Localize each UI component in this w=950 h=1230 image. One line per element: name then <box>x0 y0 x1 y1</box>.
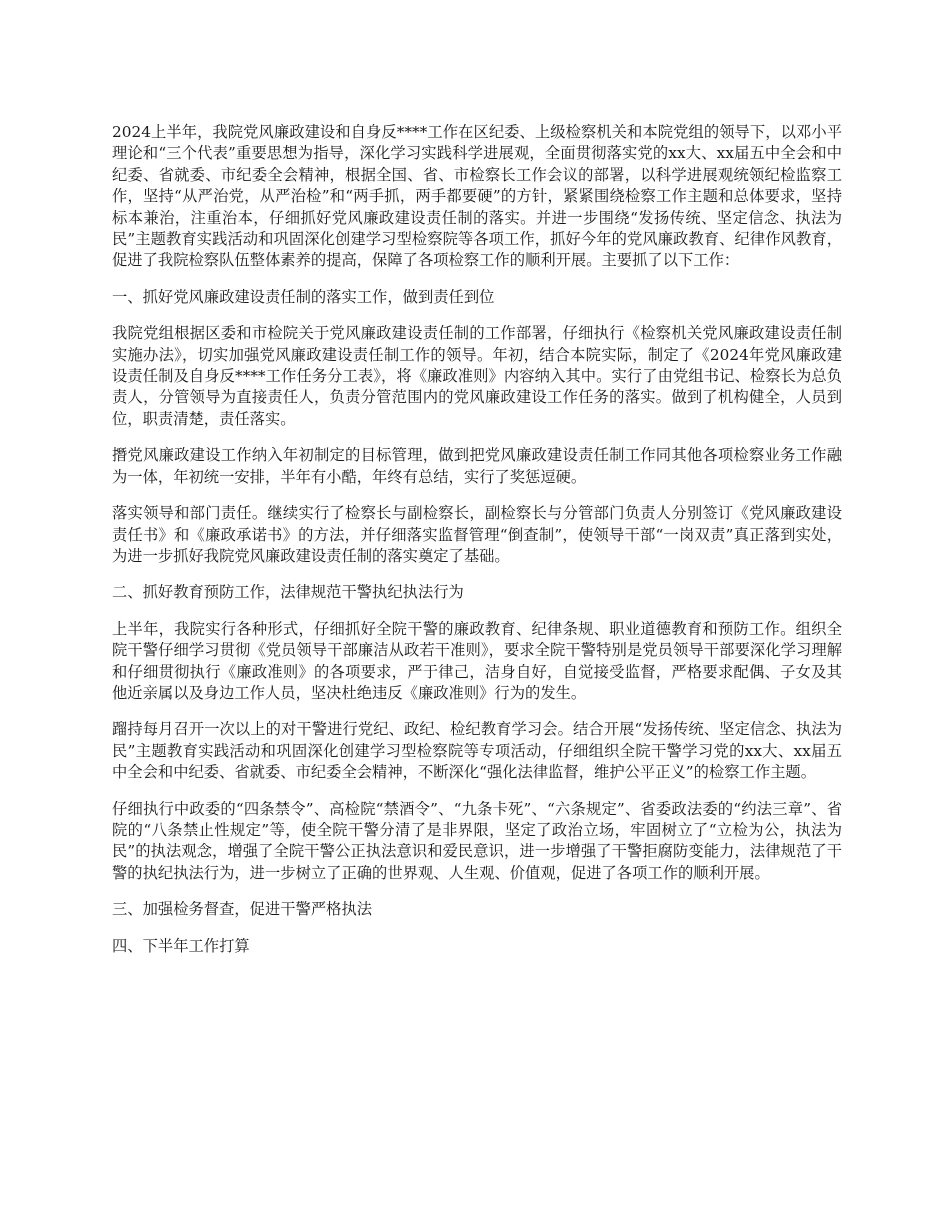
intro-paragraph: 2024上半年，我院党风廉政建设和自身反****工作在区纪委、上级检察机关和本院党组的领导下，以邓小平理论和“三个代表”重要思想为指导，深化学习实践科学进展观，全面贯彻落实党的xx大、xx届五中全会和中纪委、省就委、市纪委全会精神，根据全国、省、市检察长工作会议的部署，以科学进展观统领纪检监察工作，坚持“从严治党，从严治检”和“两手抓，两手都要硬”的方针，紧紧围绕检察工作主题和总体要求，坚持标本兼治，注重治本，仔细抓好党风廉政建设责任制的落实。并进一步围绕“发扬传统、坚定信念、执法为民”主题教育实践活动和巩固深化创建学习型检察院等各项工作，抓好今年的党风廉政教育、纪律作风教育，促进了我院检察队伍整体素养的提高，保障了各项检察工作的顺利开展。主要抓了以下工作： <box>112 123 842 270</box>
section-1-paragraph-1: 我院党组根据区委和市检院关于党风廉政建设责任制的工作部署，仔细执行《检察机关党风廉政建设责任制实施办法》，切实加强党风廉政建设责任制工作的领导。年初，结合本院实际，制定了《2024年党风廉政建设责任制及自身反****工作任务分工表》，将《廉政准则》内容纳入其中。实行了由党组书记、检察长为总负责人，分管领导为直接责任人，负责分管范围内的党风廉政建设工作任务的落实。做到了机构健全，人员到位，职责清楚，责任落实。 <box>112 324 842 428</box>
section-2-paragraph-2: 蹓持每月召开一次以上的对干警进行党纪、政纪、检纪教育学习会。结合开展“发扬传统、坚定信念、执法为民”主题教育实践活动和巩固深化创建学习型检察院等专项活动，仔细组织全院干警学习党的xx大、xx届五中全会和中纪委、省就委、市纪委全会精神，不断深化“强化法律监督，维护公平正义”的检察工作主题。 <box>112 720 842 782</box>
section-1-paragraph-3: 落实领导和部门责任。继续实行了检察长与副检察长，副检察长与分管部门负责人分别签订《党风廉政建设责任书》和《廉政承诺书》的方法，并仔细落实监督管理“倒查制”，使领导干部“一岗双责”真正落到实处，为进一步抓好我院党风廉政建设责任制的落实奠定了基础。 <box>112 504 842 565</box>
section-heading-2: 二、抓好教育预防工作，法律规范干警执纪执法行为 <box>112 583 464 602</box>
section-heading-4: 四、下半年工作打算 <box>112 936 250 955</box>
section-2-paragraph-3: 仔细执行中政委的“四条禁令”、高检院“禁酒令”、“九条卡死”、“六条规定”、省委政法委的“约法三章”、省院的“八条禁止性规定”等，使全院干警分清了是非界限，坚定了政治立场，牢固树立了“立检为公，执法为民”的执法观念，增强了全院干警公正执法意识和爱民意识，进一步增强了干警拒腐防变能力，法律规范了干警的执纪执法行为，进一步树立了正确的世界观、人生观、价值观，促进了各项工作的顺利开展。 <box>112 799 842 882</box>
section-1-paragraph-2: 撍党风廉政建设工作纳入年初制定的目标管理，做到把党风廉政建设责任制工作同其他各项检察业务工作融为一体，年初统一安排，半年有小酷，年终有总结，实行了奖惩逗硬。 <box>112 446 842 486</box>
section-heading-3: 三、加强检务督查，促进干警严格执法 <box>112 900 373 919</box>
document-body <box>112 122 842 972</box>
section-heading-1: 一、抓好党风廉政建设责任制的落实工作，做到责任到位 <box>112 287 495 306</box>
section-2-paragraph-1: 上半年，我院实行各种形式，仔细抓好全院干警的廉政教育、纪律条规、职业道德教育和预防工作。组织全院干警仔细学习贯彻《党员领导干部廉洁从政若干准则》，要求全院干警特别是党员领导干部要深化学习理解和仔细贯彻执行《廉政准则》的各项要求，严于律己，洁身自好，自觉接受监督，严格要求配偶、子女及其他近亲属以及身边工作人员，坚决杜绝违反《廉政准则》行为的发生。 <box>112 619 842 702</box>
